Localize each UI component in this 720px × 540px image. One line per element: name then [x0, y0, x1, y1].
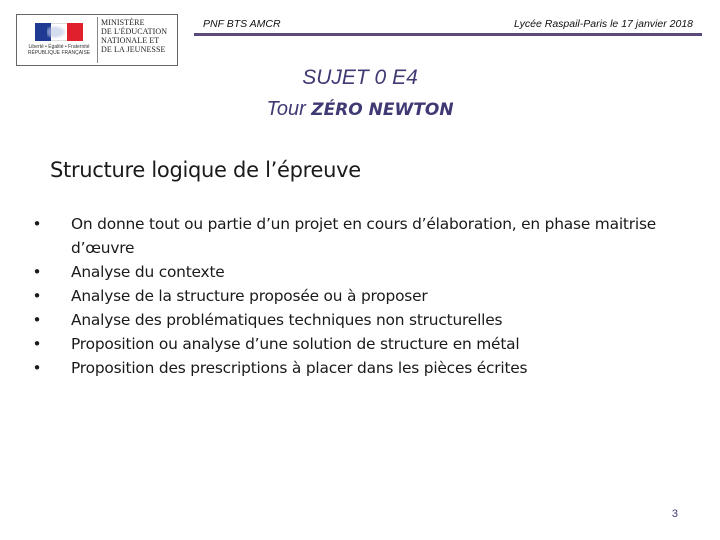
list-item-text: Proposition des prescriptions à placer dans les pièces écrites — [71, 359, 528, 377]
bullet-icon: • — [32, 263, 42, 281]
bullet-icon: • — [32, 335, 42, 353]
motto-line: RÉPUBLIQUE FRANÇAISE — [27, 50, 91, 56]
ministry-logo — [16, 14, 178, 66]
ministry-line: DE LA JEUNESSE — [101, 45, 166, 54]
republic-emblem — [19, 17, 98, 63]
bullet-icon: • — [32, 359, 42, 377]
page-number: 3 — [671, 508, 678, 520]
ministry-line: DE L'ÉDUCATION — [101, 27, 168, 36]
title-prefix: Tour — [266, 98, 312, 120]
list-item — [30, 284, 680, 308]
list-item-text: Analyse de la structure proposée ou à proposer — [71, 287, 428, 305]
title-project-name: ZÉRO NEWTON — [311, 100, 454, 120]
list-item-text: Analyse des problématiques techniques non structurelles — [71, 311, 503, 329]
list-item — [30, 332, 680, 356]
motto-line: Liberté • Égalité • Fraternité — [28, 44, 90, 50]
list-item — [30, 308, 680, 332]
ministry-name — [101, 18, 175, 54]
list-item — [30, 212, 680, 260]
slide-title-line2 — [0, 98, 720, 121]
ministry-line: MINISTÈRE — [101, 18, 145, 27]
list-item-text: On donne tout ou partie d’un projet en cours d’élaboration, en phase maitrise d’œuvre — [71, 215, 657, 257]
section-heading: Structure logique de l’épreuve — [50, 158, 361, 182]
header-right-text: Lycée Raspail-Paris le 17 janvier 2018 — [514, 18, 693, 30]
marianne-icon — [47, 25, 67, 39]
bullet-icon: • — [32, 215, 42, 233]
list-item — [30, 356, 680, 380]
bullet-icon: • — [32, 287, 42, 305]
ministry-line: NATIONALE ET — [101, 36, 160, 45]
bullet-icon: • — [32, 311, 42, 329]
slide-title-line1: SUJET 0 E4 — [302, 66, 418, 89]
header-left-text: PNF BTS AMCR — [203, 18, 281, 30]
list-item — [30, 260, 680, 284]
bullet-list — [30, 212, 680, 380]
list-item-text: Proposition ou analyse d’une solution de structure en métal — [71, 335, 520, 353]
republic-motto — [25, 44, 93, 56]
header-divider — [194, 33, 702, 36]
list-item-text: Analyse du contexte — [71, 263, 225, 281]
